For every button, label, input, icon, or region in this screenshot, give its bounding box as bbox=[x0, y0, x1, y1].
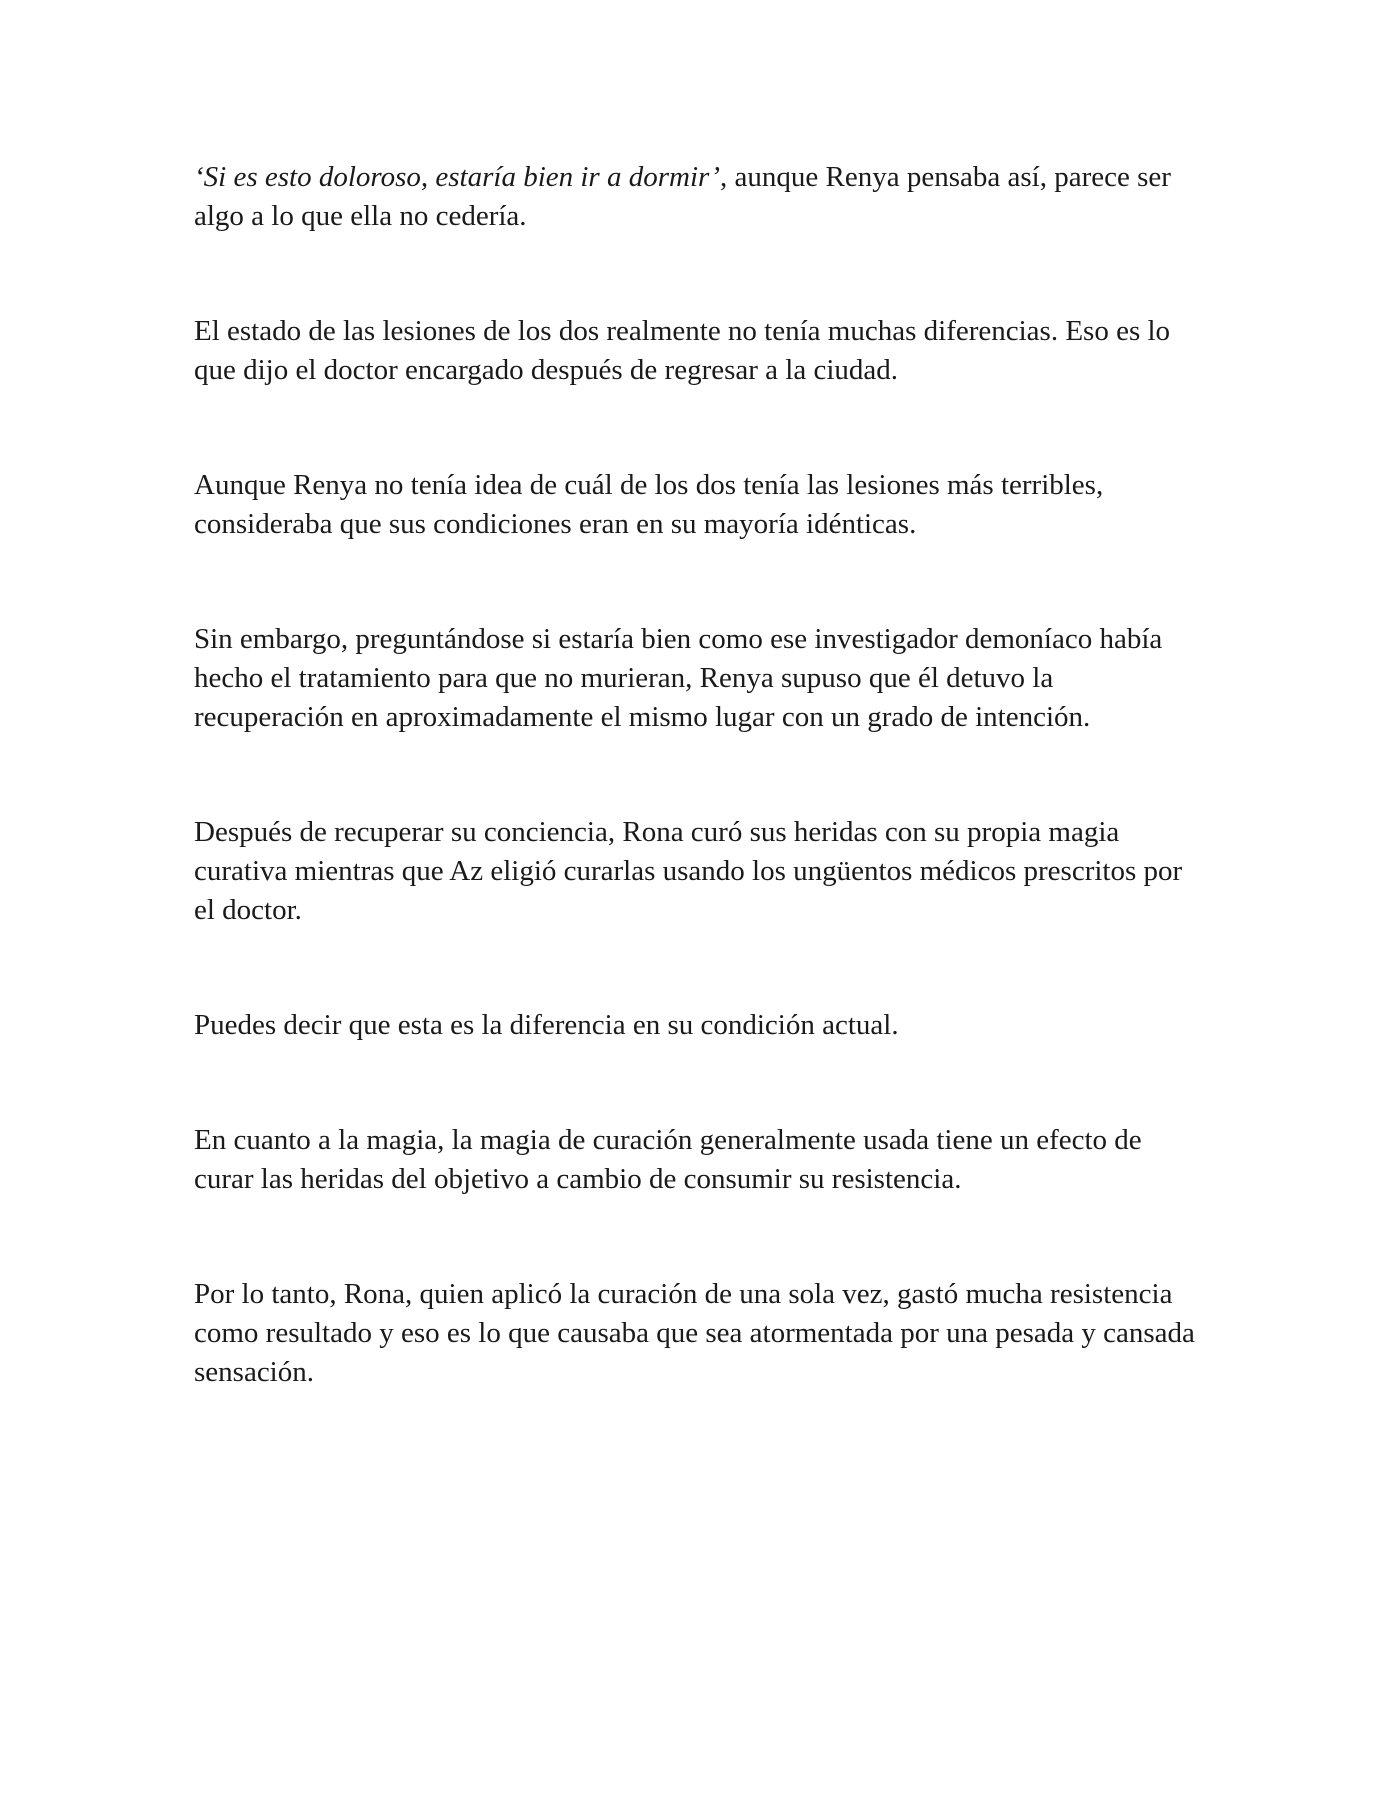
paragraph-8: Por lo tanto, Rona, quien aplicó la curación de una sola vez, gastó mucha resistencia como resultado y eso es lo que causaba que sea atormentada por una pesada y cansada sensación. bbox=[194, 1278, 1195, 1388]
paragraph-4: Sin embargo, preguntándose si estaría bien como ese investigador demoníaco había hecho el tratamiento para que no murieran, Renya supuso que él detuvo la recuperación en aproximadamente el mismo lugar con un grado de intención. bbox=[194, 623, 1163, 733]
paragraph-6: Puedes decir que esta es la diferencia en su condición actual. bbox=[194, 1009, 899, 1041]
paragraph-7: En cuanto a la magia, la magia de curación generalmente usada tiene un efecto de curar las heridas del objetivo a cambio de consumir su resistencia. bbox=[194, 1124, 1142, 1195]
paragraph-1-text: , aunque Renya pensaba así, parece ser algo a lo que ella no cedería. bbox=[194, 161, 1171, 232]
paragraph-3: Aunque Renya no tenía idea de cuál de los dos tenía las lesiones más terribles, consideraba que sus condiciones eran en su mayoría idénticas. bbox=[194, 469, 1104, 540]
paragraph-2: El estado de las lesiones de los dos realmente no tenía muchas diferencias. Eso es lo que dijo el doctor encargado después de regresar a la ciudad. bbox=[194, 315, 1171, 386]
paragraph-1-italic-lead: ‘Si es esto doloroso, estaría bien ir a dormir’ bbox=[194, 161, 721, 193]
text-column bbox=[194, 158, 1204, 1392]
paragraph-1 bbox=[194, 158, 1204, 236]
paragraph-5: Después de recuperar su conciencia, Rona curó sus heridas con su propia magia curativa mientras que Az eligió curarlas usando los ungüentos médicos prescritos por el doctor. bbox=[194, 816, 1183, 926]
